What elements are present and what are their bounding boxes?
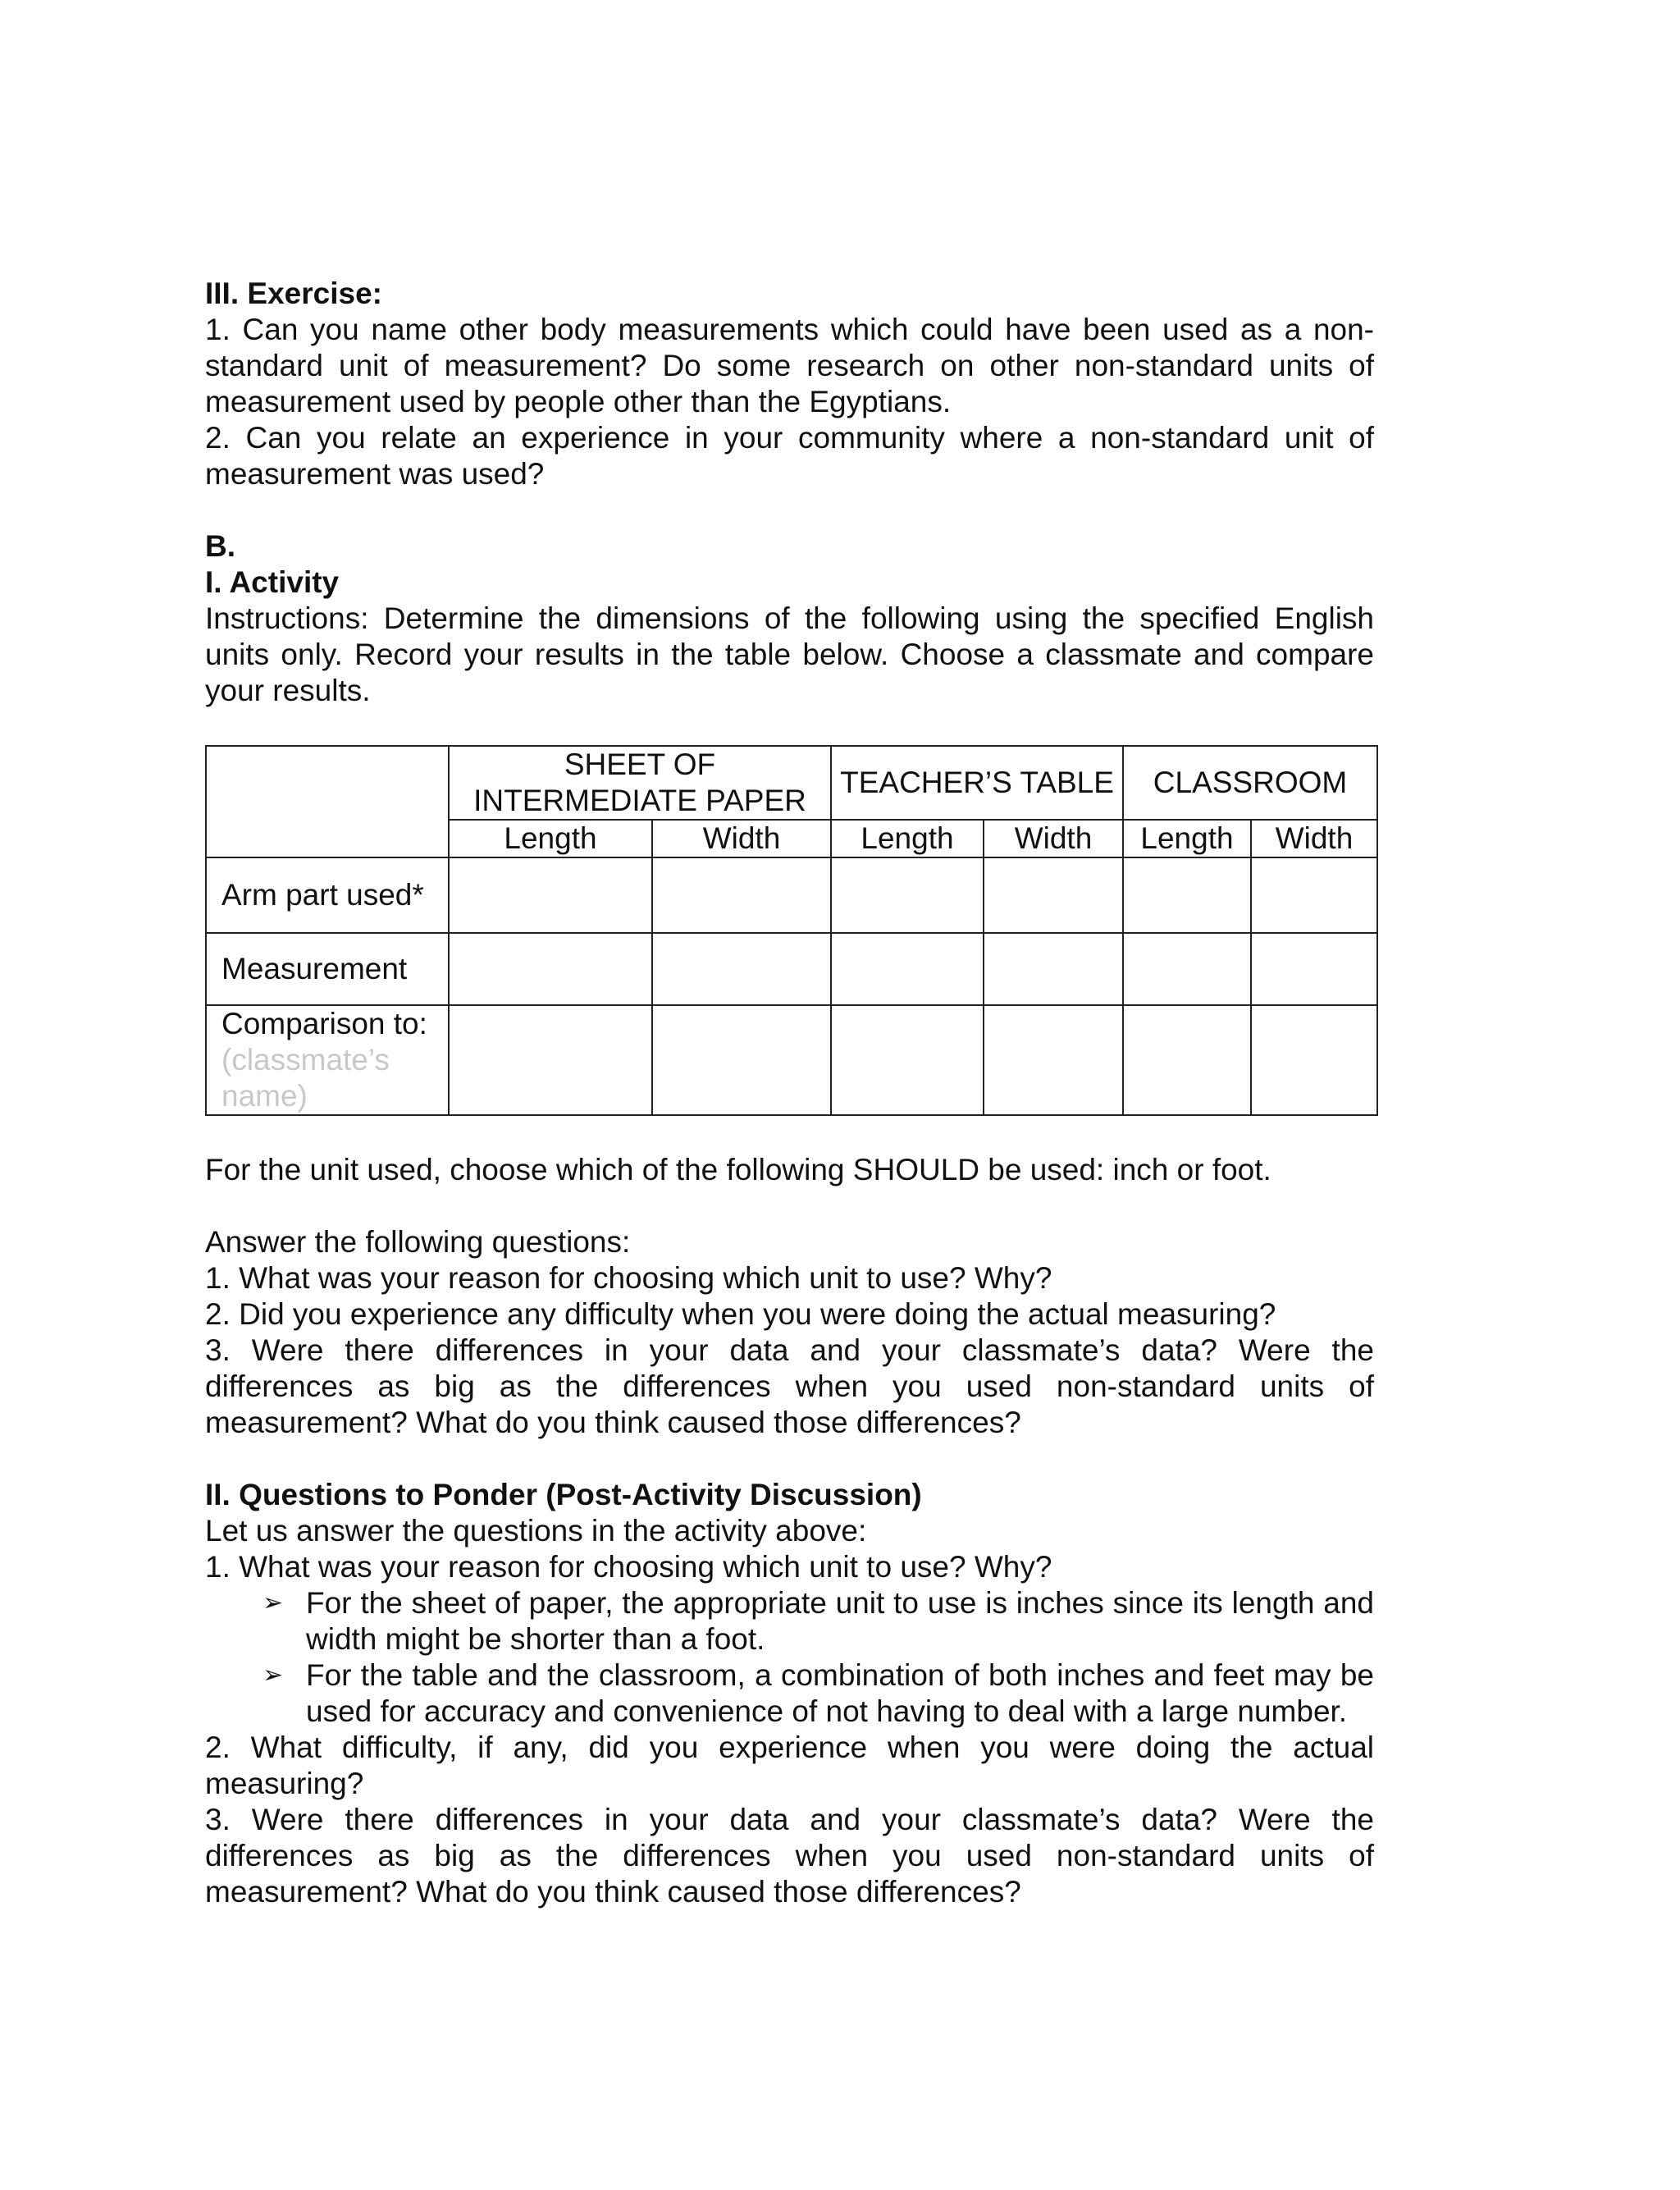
answer-cell[interactable] <box>1251 1005 1377 1115</box>
answer-cell[interactable] <box>1123 1005 1251 1115</box>
arrow-bullet-icon: ➢ <box>262 1589 284 1617</box>
answer-cell[interactable] <box>1123 933 1251 1005</box>
answer-cell[interactable] <box>984 1005 1123 1115</box>
ponder-intro: Let us answer the questions in the activity above: <box>205 1514 867 1548</box>
classmate-name-placeholder: (classmate’s name) <box>221 1043 390 1113</box>
answer-cell[interactable] <box>831 1005 984 1115</box>
answer-cell[interactable] <box>831 857 984 933</box>
unit-note: For the unit used, choose which of the following SHOULD be used: inch or foot. <box>205 1153 1271 1186</box>
arrow-bullet-icon: ➢ <box>262 1661 284 1689</box>
spacer <box>205 1188 1374 1224</box>
header-classroom: CLASSROOM <box>1123 746 1377 820</box>
header-sheet-of-paper: SHEET OF INTERMEDIATE PAPER <box>449 746 831 820</box>
table-row <box>206 1005 1377 1115</box>
answer-cell[interactable] <box>831 933 984 1005</box>
table-row <box>206 933 1377 1005</box>
exercise-question-2: 2. Can you relate an experience in your community where a non-standard unit of measurement was used? <box>205 421 1374 491</box>
row-label-arm-part: Arm part used* <box>206 857 449 933</box>
exercise-heading: III. Exercise: <box>205 277 382 310</box>
ponder-heading: II. Questions to Ponder (Post-Activity Discussion) <box>205 1478 922 1511</box>
list-item <box>205 1657 1374 1730</box>
bullet-text: For the sheet of paper, the appropriate unit to use is inches since its length and width might be shorter than a foot. <box>306 1586 1374 1656</box>
subheader-paper-width: Width <box>652 820 831 857</box>
document-body <box>205 276 1374 1910</box>
answer-cell[interactable] <box>652 857 831 933</box>
answer-cell[interactable] <box>652 933 831 1005</box>
answer-cell[interactable] <box>984 933 1123 1005</box>
answer-cell[interactable] <box>984 857 1123 933</box>
comparison-label: Comparison to: <box>221 1007 427 1040</box>
activity-instructions: Instructions: Determine the dimensions of the following using the specified English units only. Record your results in the table below. Choose a classmate and compare your results. <box>205 601 1374 707</box>
table-corner-cell <box>206 746 449 857</box>
activity-question-3: 3. Were there differences in your data and your classmate’s data? Were the differences as big as the differences when you used non-standard units of measurement? What do you think caused those differences? <box>205 1333 1374 1439</box>
subheader-paper-length: Length <box>449 820 652 857</box>
subheader-table-width: Width <box>984 820 1123 857</box>
answer-cell[interactable] <box>1123 857 1251 933</box>
table-row <box>206 857 1377 933</box>
answer-cell[interactable] <box>449 857 652 933</box>
questions-intro: Answer the following questions: <box>205 1225 631 1259</box>
answer-cell[interactable] <box>652 1005 831 1115</box>
header-teachers-table: TEACHER’S TABLE <box>831 746 1123 820</box>
subheader-classroom-width: Width <box>1251 820 1377 857</box>
spacer <box>205 492 1374 528</box>
bullet-text: For the table and the classroom, a combination of both inches and feet may be used for accuracy and convenience of not having to deal with a large number. <box>306 1658 1374 1728</box>
row-label-measurement: Measurement <box>206 933 449 1005</box>
answer-cell[interactable] <box>1251 857 1377 933</box>
exercise-question-1: 1. Can you name other body measurements which could have been used as a non-standard unit of measurement? Do some research on other non-standard units of measurement used by people other than the Egyptians. <box>205 313 1374 418</box>
section-b-label: B. <box>205 529 235 563</box>
ponder-question-2: 2. What difficulty, if any, did you experience when you were doing the actual measuring? <box>205 1731 1374 1800</box>
activity-question-2: 2. Did you experience any difficulty when you were doing the actual measuring? <box>205 1297 1276 1331</box>
ponder-question-1: 1. What was your reason for choosing which unit to use? Why? <box>205 1550 1052 1584</box>
row-label-comparison <box>206 1005 449 1115</box>
spacer <box>205 1441 1374 1477</box>
ponder-question-3: 3. Were there differences in your data and your classmate’s data? Were the differences as big as the differences when you used non-standard units of measurement? What do you think caused those differences? <box>205 1803 1374 1909</box>
answer-cell[interactable] <box>449 933 652 1005</box>
subheader-table-length: Length <box>831 820 984 857</box>
ponder-answer-list <box>205 1585 1374 1730</box>
list-item <box>205 1585 1374 1657</box>
answer-cell[interactable] <box>449 1005 652 1115</box>
activity-heading: I. Activity <box>205 565 340 599</box>
answer-cell[interactable] <box>1251 933 1377 1005</box>
measurement-table <box>205 745 1378 1116</box>
subheader-classroom-length: Length <box>1123 820 1251 857</box>
activity-question-1: 1. What was your reason for choosing which unit to use? Why? <box>205 1261 1052 1295</box>
